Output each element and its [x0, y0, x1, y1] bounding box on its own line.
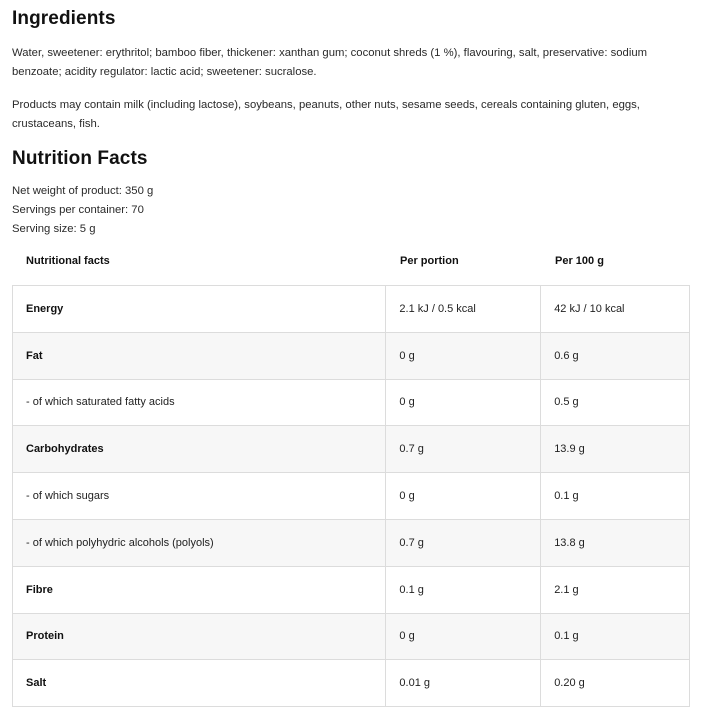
table-row [13, 473, 690, 520]
ingredients-heading: Ingredients [12, 8, 116, 29]
nutrient-name: Protein [13, 613, 386, 660]
nutrient-name: - of which sugars [13, 473, 386, 520]
per-100g-value: 0.1 g [541, 473, 690, 520]
nutrition-facts-heading: Nutrition Facts [12, 148, 148, 169]
table-row [13, 660, 690, 707]
header-per-portion: Per portion [400, 255, 459, 267]
per-100g-value: 0.1 g [541, 613, 690, 660]
nutrient-name: Carbohydrates [13, 426, 386, 473]
per-100g-value: 0.6 g [541, 332, 690, 379]
per-100g-value: 13.8 g [541, 519, 690, 566]
nutrient-name: Fat [13, 332, 386, 379]
header-nutritional-facts: Nutritional facts [26, 255, 110, 267]
per-portion-value: 0.7 g [386, 426, 541, 473]
per-portion-value: 0.01 g [386, 660, 541, 707]
table-row [13, 613, 690, 660]
per-portion-value: 0 g [386, 379, 541, 426]
table-row [13, 426, 690, 473]
per-portion-value: 2.1 kJ / 0.5 kcal [386, 286, 541, 333]
serving-size: Serving size: 5 g [12, 223, 96, 235]
per-portion-value: 0.1 g [386, 566, 541, 613]
nutrient-name: Fibre [13, 566, 386, 613]
nutrient-name: Energy [13, 286, 386, 333]
table-row [13, 519, 690, 566]
servings-per-container: Servings per container: 70 [12, 204, 144, 216]
ingredients-composition: Water, sweetener: erythritol; bamboo fiber, thickener: xanthan gum; coconut shreds (1 %), flavouring, salt, preservative: sodium benzoate; acidity regulator: lactic acid; sweetener: sucralose. [12, 47, 648, 78]
per-portion-value: 0 g [386, 473, 541, 520]
per-100g-value: 2.1 g [541, 566, 690, 613]
per-100g-value: 0.20 g [541, 660, 690, 707]
net-weight: Net weight of product: 350 g [12, 185, 154, 197]
per-portion-value: 0 g [386, 332, 541, 379]
nutrient-name: Salt [13, 660, 386, 707]
allergen-statement: Products may contain milk (including lactose), soybeans, peanuts, other nuts, sesame seeds, cereals containing gluten, eggs, crustaceans, fish. [12, 99, 640, 130]
per-100g-value: 0.5 g [541, 379, 690, 426]
nutrition-table-header [12, 245, 690, 277]
per-portion-value: 0 g [386, 613, 541, 660]
table-row [13, 379, 690, 426]
per-100g-value: 13.9 g [541, 426, 690, 473]
per-100g-value: 42 kJ / 10 kcal [541, 286, 690, 333]
per-portion-value: 0.7 g [386, 519, 541, 566]
table-row [13, 566, 690, 613]
table-row [13, 332, 690, 379]
product-meta [12, 182, 153, 239]
nutrient-name: - of which polyhydric alcohols (polyols) [13, 519, 386, 566]
header-per-100g: Per 100 g [555, 255, 604, 267]
table-row [13, 286, 690, 333]
nutrition-table [12, 285, 690, 707]
nutrient-name: - of which saturated fatty acids [13, 379, 386, 426]
